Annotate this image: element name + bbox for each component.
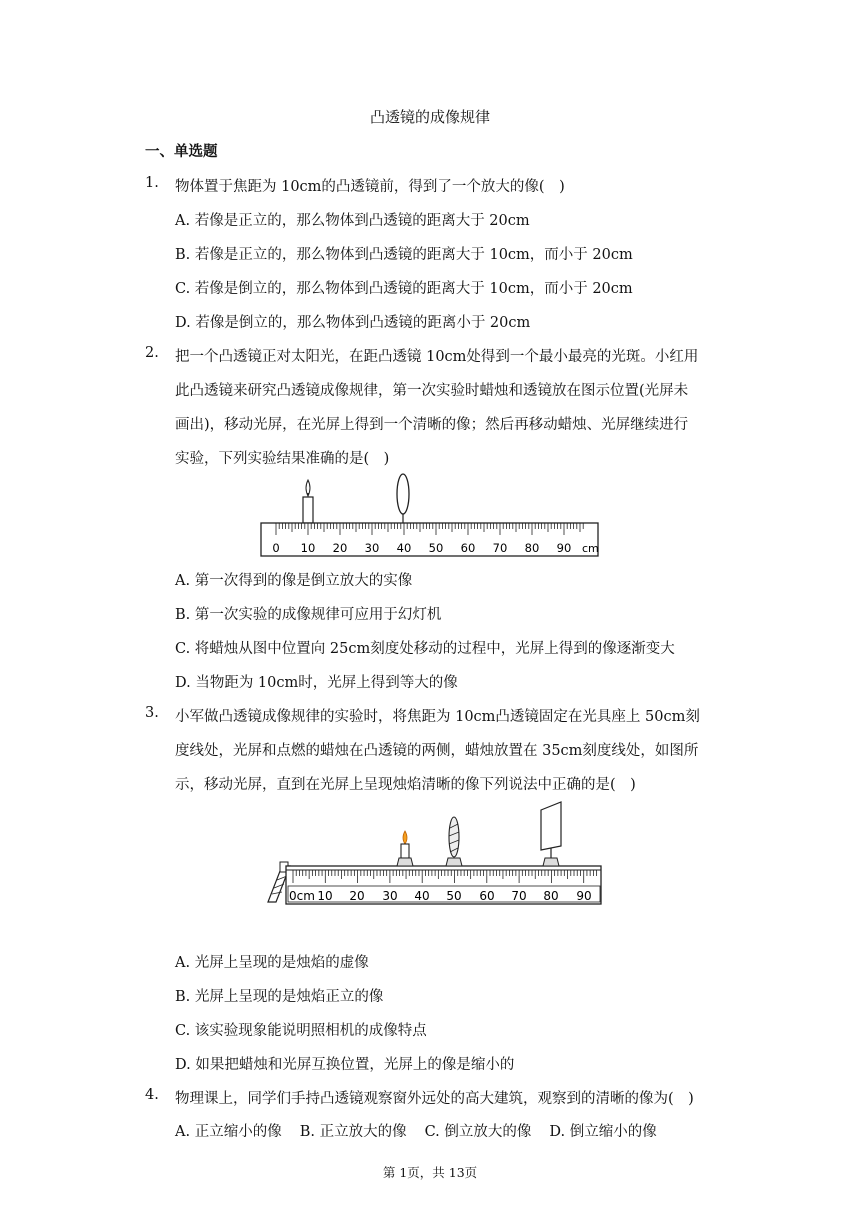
candle-shape [397,831,413,866]
bench-label-90: 90 [576,889,592,903]
question-2-option-a: A. 第一次得到的像是倒立放大的实像 [175,573,413,589]
question-1-option-a: A. 若像是正立的，那么物体到凸透镜的距离大于 20cm [175,213,530,229]
ruler-label-40: 40 [396,541,412,555]
question-2-line-3: 画出)，移动光屏，在光屏上得到一个清晰的像；然后再移动蜡烛、光屏继续进行 [175,417,689,433]
question-3-option-b: B. 光屏上呈现的是烛焰正立的像 [175,989,384,1005]
question-3-line-1: 小军做凸透镜成像规律的实验时，将焦距为 10cm凸透镜固定在光具座上 50cm刻 [175,709,700,725]
question-3-option-c: C. 该实验现象能说明照相机的成像特点 [175,1023,427,1039]
ruler-label-70: 70 [492,541,508,555]
question-4-options [175,1120,675,1141]
question-3-line-2: 度线处，光屏和点燃的蜡烛在凸透镜的两侧，蜡烛放置在 35cm刻度线处，如图所 [175,743,699,759]
ruler-label-60: 60 [460,541,476,555]
bench-label-20: 20 [349,889,365,903]
section-heading: 一、单选题 [145,144,218,160]
question-1-text: 物体置于焦距为 10cm的凸透镜前，得到了一个放大的像( ) [175,179,565,195]
ruler-label-20: 20 [332,541,348,555]
question-2-figure [255,472,605,560]
ruler-label-50: 50 [428,541,444,555]
question-2-line-2: 此凸透镜来研究凸透镜成像规律，第一次实验时蜡烛和透镜放在图示位置(光屏未 [175,383,689,399]
question-3-figure [260,800,605,910]
page-footer: 第 1页，共 13页 [382,1165,478,1180]
ruler-unit: cm [582,542,599,555]
bench-label-50: 50 [446,889,462,903]
question-3-option-d: D. 如果把蜡烛和光屏互换位置，光屏上的像是缩小的 [175,1057,515,1073]
lens-shape [397,474,409,514]
question-1-number: 1. [145,175,159,191]
question-1-option-b: B. 若像是正立的，那么物体到凸透镜的距离大于 10cm，而小于 20cm [175,247,633,263]
question-4-option-d: D. 倒立缩小的像 [549,1124,657,1140]
ruler-label-90: 90 [556,541,572,555]
ruler-label-30: 30 [364,541,380,555]
question-2-option-c: C. 将蜡烛从图中位置向 25cm刻度处移动的过程中，光屏上得到的像逐渐变大 [175,641,675,657]
question-3-line-3: 示，移动光屏，直到在光屏上呈现烛焰清晰的像下列说法中正确的是( ) [175,777,636,793]
question-4-option-a: A. 正立缩小的像 [175,1124,282,1140]
question-2-option-b: B. 第一次实验的成像规律可应用于幻灯机 [175,607,442,623]
bench-label-10: 10 [317,889,333,903]
question-4-option-b: B. 正立放大的像 [299,1124,407,1140]
question-4-number: 4. [145,1087,159,1103]
question-1-option-c: C. 若像是倒立的，那么物体到凸透镜的距离大于 10cm，而小于 20cm [175,281,633,297]
bench-label-80: 80 [543,889,559,903]
question-4-option-c: C. 倒立放大的像 [424,1124,532,1140]
screen-shape [541,802,561,866]
question-1-option-d: D. 若像是倒立的，那么物体到凸透镜的距离小于 20cm [175,315,531,331]
question-3-option-a: A. 光屏上呈现的是烛焰的虚像 [175,955,369,971]
ruler-label-80: 80 [524,541,540,555]
question-2-option-d: D. 当物距为 10cm时，光屏上得到等大的像 [175,675,458,691]
bench-label-60: 60 [479,889,495,903]
bench-label-70: 70 [511,889,527,903]
ruler-label-0: 0 [272,541,280,555]
bench-label-30: 30 [382,889,398,903]
lens-shape [446,817,462,866]
document-title: 凸透镜的成像规律 [369,108,490,126]
bench-label-40: 40 [414,889,430,903]
question-2-line-1: 把一个凸透镜正对太阳光，在距凸透镜 10cm处得到一个最小最亮的光斑。小红用 [175,349,699,365]
question-2-line-4: 实验，下列实验结果准确的是( ) [175,451,390,467]
candle-shape [303,480,313,523]
question-2-number: 2. [145,345,159,361]
question-4-text: 物理课上，同学们手持凸透镜观察窗外远处的高大建筑，观察到的清晰的像为( ) [175,1091,694,1107]
question-3-number: 3. [145,705,159,721]
ruler-label-10: 10 [300,541,316,555]
bench-label-0cm: 0cm [289,889,315,903]
